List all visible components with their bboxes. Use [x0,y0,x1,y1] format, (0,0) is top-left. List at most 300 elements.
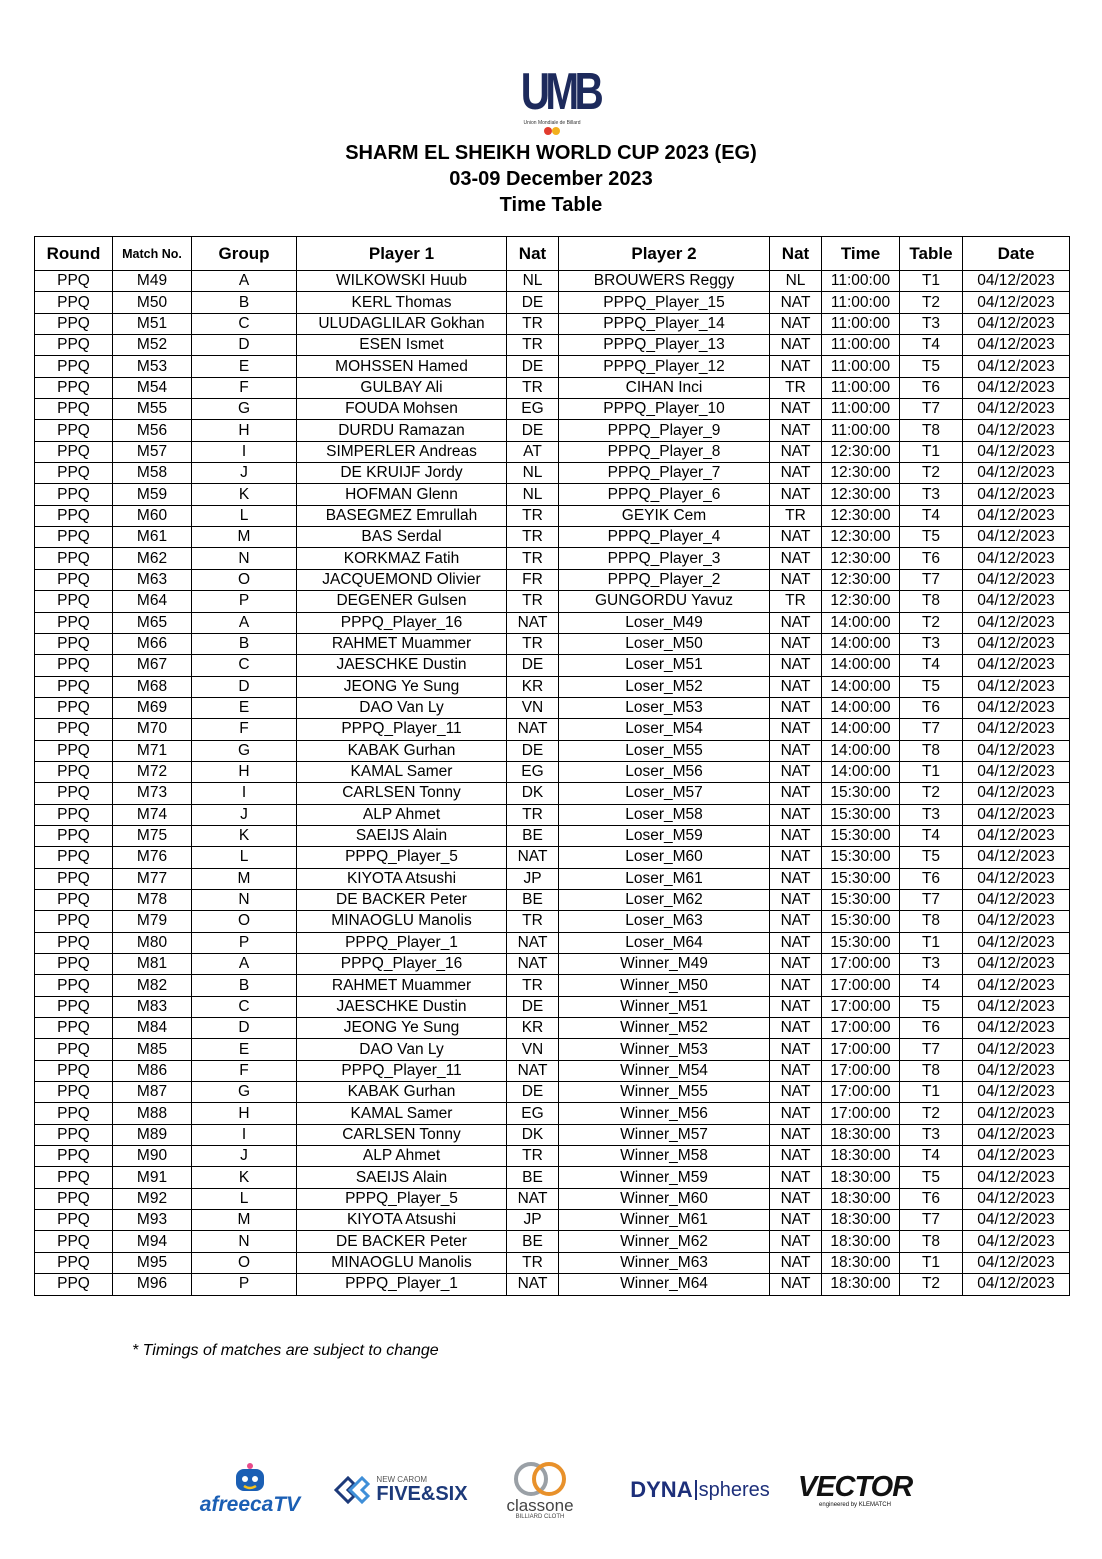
cell-player-1: FOUDA Mohsen [297,399,507,420]
cell-nat-2: NAT [770,719,822,740]
cell-nat-2: NAT [770,932,822,953]
col-header-player-1: Player 1 [297,237,507,271]
cell-round: PPQ [35,527,113,548]
table-header-row [35,237,1070,271]
cell-round: PPQ [35,313,113,334]
cell-nat-1: KR [507,676,559,697]
cell-date: 04/12/2023 [963,1124,1070,1145]
dynaspheres-divider [695,1480,697,1500]
classone-wordmark: classone [506,1495,574,1515]
cell-date: 04/12/2023 [963,441,1070,462]
cell-round: PPQ [35,954,113,975]
cell-nat-1: NAT [507,1060,559,1081]
cell-player-1: MINAOGLU Manolis [297,911,507,932]
table-row [35,1082,1070,1103]
cell-time: 18:30:00 [822,1146,900,1167]
cell-time: 15:30:00 [822,783,900,804]
cell-player-2: Loser_M64 [559,932,770,953]
cell-date: 04/12/2023 [963,761,1070,782]
cell-date: 04/12/2023 [963,1018,1070,1039]
cell-nat-1: BE [507,1167,559,1188]
cell-nat-2: NAT [770,655,822,676]
cell-player-2: Winner_M64 [559,1274,770,1295]
cell-nat-2: NAT [770,1103,822,1124]
table-row [35,911,1070,932]
cell-nat-1: KR [507,1018,559,1039]
table-row [35,825,1070,846]
cell-table-no: T2 [900,1274,963,1295]
cell-group: I [192,441,297,462]
cell-match-no: M95 [113,1252,192,1273]
cell-round: PPQ [35,1274,113,1295]
col-header-group: Group [192,237,297,271]
col-header-table: Table [900,237,963,271]
cell-nat-2: TR [770,505,822,526]
cell-table-no: T8 [900,1060,963,1081]
cell-player-1: SIMPERLER Andreas [297,441,507,462]
cell-match-no: M81 [113,954,192,975]
cell-match-no: M82 [113,975,192,996]
cell-player-2: GUNGORDU Yavuz [559,591,770,612]
logo-dot-yellow [552,127,560,135]
cell-match-no: M54 [113,377,192,398]
cell-group: A [192,612,297,633]
cell-match-no: M79 [113,911,192,932]
cell-round: PPQ [35,825,113,846]
cell-table-no: T6 [900,548,963,569]
cell-date: 04/12/2023 [963,697,1070,718]
cell-nat-1: NL [507,484,559,505]
cell-date: 04/12/2023 [963,548,1070,569]
cell-table-no: T7 [900,399,963,420]
cell-date: 04/12/2023 [963,1231,1070,1252]
cell-nat-1: NAT [507,719,559,740]
cell-match-no: M50 [113,292,192,313]
cell-nat-1: NL [507,271,559,292]
cell-date: 04/12/2023 [963,463,1070,484]
cell-player-2: Winner_M60 [559,1188,770,1209]
cell-table-no: T5 [900,676,963,697]
cell-nat-1: DE [507,1082,559,1103]
cell-table-no: T6 [900,377,963,398]
cell-nat-2: NAT [770,356,822,377]
col-header-time: Time [822,237,900,271]
sponsor-classone-logo [490,1455,590,1525]
table-row [35,1167,1070,1188]
cell-player-1: JAESCHKE Dustin [297,655,507,676]
cell-round: PPQ [35,1103,113,1124]
cell-date: 04/12/2023 [963,633,1070,654]
cell-table-no: T7 [900,1210,963,1231]
cell-date: 04/12/2023 [963,719,1070,740]
cell-player-2: Loser_M57 [559,783,770,804]
cell-player-1: PPPQ_Player_16 [297,954,507,975]
cell-time: 18:30:00 [822,1274,900,1295]
cell-table-no: T7 [900,569,963,590]
cell-player-1: PPPQ_Player_16 [297,612,507,633]
cell-player-2: PPPQ_Player_9 [559,420,770,441]
cell-match-no: M80 [113,932,192,953]
cell-date: 04/12/2023 [963,783,1070,804]
cell-nat-2: TR [770,591,822,612]
cell-round: PPQ [35,292,113,313]
cell-group: G [192,1082,297,1103]
cell-player-2: GEYIK Cem [559,505,770,526]
document-header [0,140,1102,218]
cell-player-2: PPPQ_Player_7 [559,463,770,484]
cell-date: 04/12/2023 [963,399,1070,420]
cell-player-1: KIYOTA Atsushi [297,1210,507,1231]
cell-table-no: T3 [900,1124,963,1145]
cell-nat-2: NAT [770,1039,822,1060]
table-row [35,1018,1070,1039]
col-header-match-no: Match No. [113,237,192,271]
cell-date: 04/12/2023 [963,1060,1070,1081]
cell-player-1: MOHSSEN Hamed [297,356,507,377]
cell-player-1: PPPQ_Player_5 [297,1188,507,1209]
cell-nat-1: TR [507,591,559,612]
cell-table-no: T7 [900,1039,963,1060]
cell-date: 04/12/2023 [963,335,1070,356]
cell-table-no: T8 [900,911,963,932]
cell-table-no: T8 [900,740,963,761]
cell-nat-2: NAT [770,1210,822,1231]
cell-nat-1: FR [507,569,559,590]
cell-group: C [192,313,297,334]
cell-round: PPQ [35,975,113,996]
cell-match-no: M92 [113,1188,192,1209]
cell-table-no: T3 [900,954,963,975]
cell-table-no: T8 [900,591,963,612]
cell-date: 04/12/2023 [963,569,1070,590]
cell-table-no: T7 [900,719,963,740]
cell-nat-2: NAT [770,569,822,590]
cell-group: N [192,1231,297,1252]
table-row [35,633,1070,654]
cell-nat-1: VN [507,1039,559,1060]
cell-time: 12:30:00 [822,484,900,505]
cell-nat-1: BE [507,889,559,910]
col-header-nat-2: Nat [770,237,822,271]
table-row [35,655,1070,676]
timing-note: * Timings of matches are subject to change [132,1342,439,1359]
cell-nat-1: NAT [507,932,559,953]
table-row [35,1039,1070,1060]
cell-nat-2: NAT [770,1146,822,1167]
cell-player-1: JACQUEMOND Olivier [297,569,507,590]
cell-player-1: DAO Van Ly [297,697,507,718]
cell-group: B [192,292,297,313]
cell-nat-1: DE [507,420,559,441]
table-row [35,527,1070,548]
table-row [35,761,1070,782]
cell-nat-1: TR [507,975,559,996]
cell-table-no: T3 [900,484,963,505]
cell-round: PPQ [35,996,113,1017]
cell-nat-1: TR [507,527,559,548]
cell-group: I [192,783,297,804]
cell-match-no: M72 [113,761,192,782]
cell-player-1: DE BACKER Peter [297,889,507,910]
cell-group: K [192,484,297,505]
cell-nat-1: EG [507,761,559,782]
cell-time: 17:00:00 [822,1039,900,1060]
umb-logo-subtext: Union Mondiale de Billard [523,120,581,126]
cell-player-1: DEGENER Gulsen [297,591,507,612]
cell-round: PPQ [35,1018,113,1039]
cell-nat-2: NAT [770,868,822,889]
cell-nat-1: TR [507,911,559,932]
document-subtitle: Time Table [499,194,603,216]
cell-nat-1: NAT [507,1274,559,1295]
cell-time: 15:30:00 [822,804,900,825]
cell-group: K [192,1167,297,1188]
table-row [35,1252,1070,1273]
cell-table-no: T1 [900,1082,963,1103]
cell-table-no: T5 [900,996,963,1017]
cell-player-1: KABAK Gurhan [297,1082,507,1103]
cell-player-2: Winner_M63 [559,1252,770,1273]
cell-time: 14:00:00 [822,655,900,676]
cell-date: 04/12/2023 [963,612,1070,633]
cell-nat-2: NAT [770,463,822,484]
cell-round: PPQ [35,1188,113,1209]
cell-player-2: PPPQ_Player_15 [559,292,770,313]
cell-group: G [192,399,297,420]
cell-date: 04/12/2023 [963,804,1070,825]
cell-group: P [192,1274,297,1295]
cell-player-2: Loser_M54 [559,719,770,740]
cell-match-no: M84 [113,1018,192,1039]
table-row [35,1103,1070,1124]
cell-player-2: PPPQ_Player_12 [559,356,770,377]
table-row [35,889,1070,910]
cell-nat-2: NAT [770,783,822,804]
cell-group: H [192,761,297,782]
cell-round: PPQ [35,719,113,740]
table-row [35,697,1070,718]
cell-match-no: M93 [113,1210,192,1231]
cell-player-1: GULBAY Ali [297,377,507,398]
cell-player-1: KIYOTA Atsushi [297,868,507,889]
cell-player-1: MINAOGLU Manolis [297,1252,507,1273]
cell-time: 18:30:00 [822,1167,900,1188]
cell-round: PPQ [35,377,113,398]
cell-match-no: M77 [113,868,192,889]
cell-table-no: T2 [900,1103,963,1124]
cell-group: F [192,1060,297,1081]
cell-round: PPQ [35,271,113,292]
cell-nat-1: NAT [507,847,559,868]
cell-time: 11:00:00 [822,420,900,441]
col-header-nat-1: Nat [507,237,559,271]
cell-nat-1: EG [507,1103,559,1124]
cell-player-1: BAS Serdal [297,527,507,548]
cell-nat-2: NAT [770,441,822,462]
cell-match-no: M75 [113,825,192,846]
cell-time: 11:00:00 [822,399,900,420]
cell-group: H [192,1103,297,1124]
cell-match-no: M56 [113,420,192,441]
cell-group: J [192,463,297,484]
cell-date: 04/12/2023 [963,975,1070,996]
table-row [35,868,1070,889]
cell-nat-2: NAT [770,484,822,505]
cell-time: 17:00:00 [822,1082,900,1103]
cell-player-2: PPPQ_Player_13 [559,335,770,356]
cell-date: 04/12/2023 [963,996,1070,1017]
cell-nat-2: NAT [770,527,822,548]
cell-player-2: PPPQ_Player_4 [559,527,770,548]
cell-match-no: M68 [113,676,192,697]
cell-date: 04/12/2023 [963,932,1070,953]
cell-table-no: T4 [900,335,963,356]
cell-table-no: T8 [900,420,963,441]
classone-icon [507,1461,573,1497]
fivesix-icon [332,1474,372,1506]
cell-player-1: WILKOWSKI Huub [297,271,507,292]
table-row [35,1124,1070,1145]
cell-table-no: T2 [900,612,963,633]
cell-time: 15:30:00 [822,825,900,846]
cell-group: L [192,847,297,868]
cell-table-no: T4 [900,505,963,526]
cell-group: L [192,1188,297,1209]
cell-group: D [192,676,297,697]
cell-player-2: Winner_M58 [559,1146,770,1167]
cell-match-no: M86 [113,1060,192,1081]
cell-nat-1: JP [507,1210,559,1231]
umb-logo-dots [541,127,563,135]
cell-match-no: M63 [113,569,192,590]
cell-player-1: DAO Van Ly [297,1039,507,1060]
cell-nat-2: NL [770,271,822,292]
cell-table-no: T2 [900,292,963,313]
cell-group: I [192,1124,297,1145]
cell-match-no: M59 [113,484,192,505]
afreecatv-wordmark: afreecaTV [199,1493,301,1516]
cell-date: 04/12/2023 [963,1252,1070,1273]
cell-nat-2: NAT [770,1188,822,1209]
cell-match-no: M64 [113,591,192,612]
cell-date: 04/12/2023 [963,1188,1070,1209]
cell-date: 04/12/2023 [963,655,1070,676]
cell-nat-1: BE [507,1231,559,1252]
cell-time: 17:00:00 [822,954,900,975]
event-title: SHARM EL SHEIKH WORLD CUP 2023 (EG) [345,142,757,164]
cell-time: 11:00:00 [822,335,900,356]
cell-player-1: PPPQ_Player_1 [297,1274,507,1295]
cell-round: PPQ [35,1231,113,1252]
table-row [35,399,1070,420]
cell-nat-1: TR [507,633,559,654]
cell-player-1: KORKMAZ Fatih [297,548,507,569]
cell-nat-2: NAT [770,761,822,782]
cell-player-1: PPPQ_Player_11 [297,1060,507,1081]
cell-group: O [192,911,297,932]
cell-time: 14:00:00 [822,719,900,740]
cell-group: J [192,1146,297,1167]
cell-match-no: M70 [113,719,192,740]
cell-group: B [192,975,297,996]
table-row [35,548,1070,569]
cell-round: PPQ [35,548,113,569]
cell-table-no: T1 [900,441,963,462]
cell-player-2: Winner_M51 [559,996,770,1017]
cell-player-2: Loser_M50 [559,633,770,654]
cell-nat-1: TR [507,1146,559,1167]
cell-player-2: Loser_M63 [559,911,770,932]
dynaspheres-wordmark-thin: spheres [698,1478,770,1501]
cell-group: A [192,271,297,292]
sponsor-afreecatv-logo [190,1455,310,1525]
cell-match-no: M96 [113,1274,192,1295]
logo-dot-red [544,127,552,135]
cell-player-1: ALP Ahmet [297,804,507,825]
cell-nat-1: NAT [507,954,559,975]
cell-nat-2: NAT [770,420,822,441]
cell-round: PPQ [35,420,113,441]
cell-nat-2: NAT [770,292,822,313]
cell-date: 04/12/2023 [963,420,1070,441]
cell-nat-2: NAT [770,633,822,654]
time-table [34,236,1070,1296]
cell-player-2: Winner_M57 [559,1124,770,1145]
cell-table-no: T8 [900,1231,963,1252]
cell-player-2: PPPQ_Player_6 [559,484,770,505]
cell-time: 17:00:00 [822,1018,900,1039]
dynaspheres-wordmark-bold: DYNA [630,1477,693,1502]
cell-table-no: T2 [900,783,963,804]
fivesix-kicker: NEW CAROM [376,1475,428,1484]
cell-time: 15:30:00 [822,932,900,953]
cell-nat-2: NAT [770,313,822,334]
cell-nat-2: NAT [770,847,822,868]
cell-nat-1: TR [507,377,559,398]
cell-player-1: KAMAL Samer [297,1103,507,1124]
fivesix-wordmark: FIVE&SIX [376,1483,468,1505]
cell-round: PPQ [35,1252,113,1273]
cell-nat-2: NAT [770,911,822,932]
cell-date: 04/12/2023 [963,484,1070,505]
cell-group: M [192,868,297,889]
cell-time: 15:30:00 [822,847,900,868]
cell-table-no: T6 [900,697,963,718]
cell-round: PPQ [35,1146,113,1167]
cell-table-no: T5 [900,356,963,377]
cell-time: 15:30:00 [822,889,900,910]
cell-table-no: T5 [900,1167,963,1188]
sponsor-dynaspheres-logo [620,1455,780,1525]
table-row [35,719,1070,740]
table-row [35,441,1070,462]
cell-nat-1: VN [507,697,559,718]
table-row [35,804,1070,825]
cell-nat-1: TR [507,505,559,526]
cell-player-2: Winner_M55 [559,1082,770,1103]
cell-time: 11:00:00 [822,313,900,334]
cell-match-no: M60 [113,505,192,526]
cell-match-no: M52 [113,335,192,356]
table-row [35,783,1070,804]
table-row [35,271,1070,292]
cell-nat-2: NAT [770,1252,822,1273]
cell-player-1: KAMAL Samer [297,761,507,782]
table-row [35,740,1070,761]
cell-nat-1: BE [507,825,559,846]
cell-date: 04/12/2023 [963,505,1070,526]
table-row [35,1188,1070,1209]
